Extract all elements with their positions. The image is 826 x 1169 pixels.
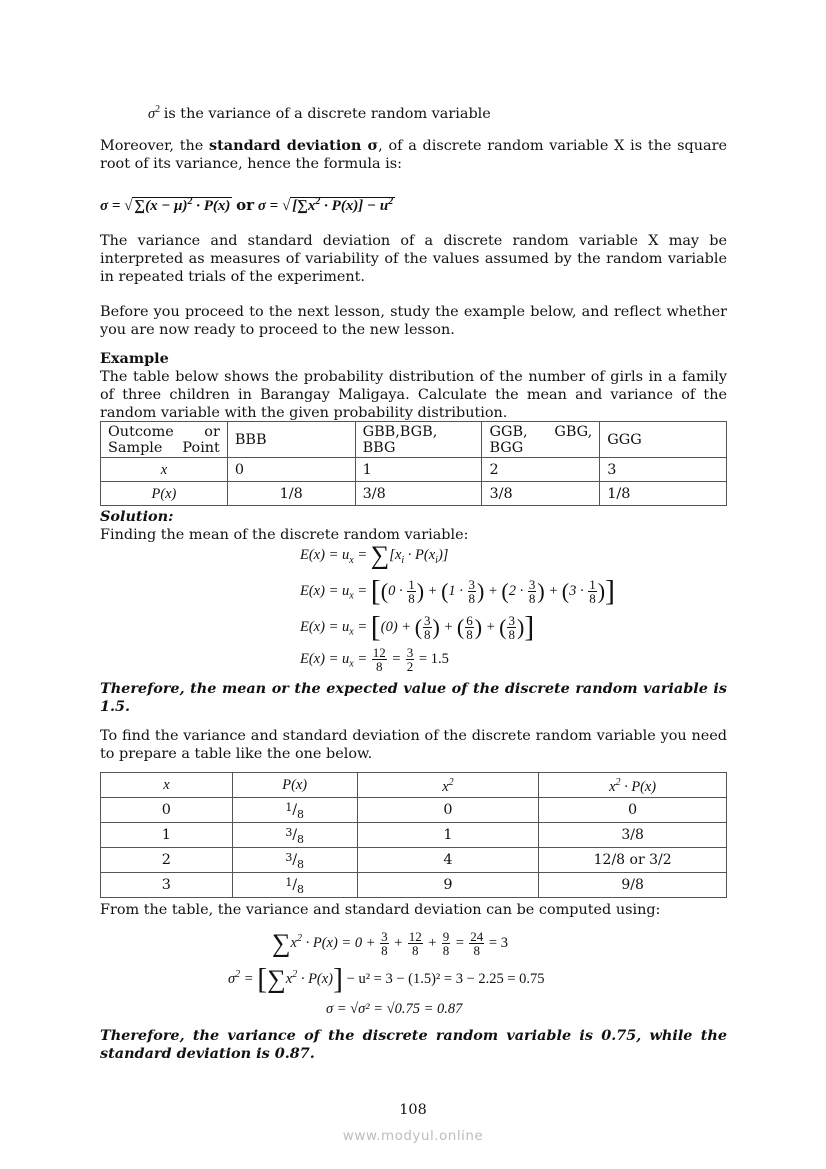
variance-table	[100, 772, 727, 898]
mean-equation-1: $E(x) = u_x = \sum[x_i \cdot P(x_i)]$	[300, 540, 449, 570]
variance-equation-3: σ = √σ² = √0.75 = 0.87	[326, 1001, 463, 1017]
table-cell: $^3/_8$	[232, 848, 357, 873]
table-cell: GGB, GBG, BGG	[482, 422, 600, 458]
table-row	[101, 458, 727, 482]
table-cell: 3	[101, 873, 233, 898]
table-cell: 1	[355, 458, 482, 482]
table-cell: BBB	[227, 422, 355, 458]
from-table-line: From the table, the variance and standard deviation can be computed using:	[100, 902, 661, 918]
table-cell: 3	[600, 458, 727, 482]
table-cell: 3/8	[482, 482, 600, 506]
table-header-cell: $x^2 \cdot P(x)$	[539, 773, 727, 798]
table-cell: $^3/_8$	[232, 823, 357, 848]
table-cell: 3/8	[355, 482, 482, 506]
table-header-row	[101, 773, 727, 798]
table-cell: 9/8	[539, 873, 727, 898]
table-cell: 2	[101, 848, 233, 873]
table-cell: 3/8	[539, 823, 727, 848]
table-cell: 12/8 or 3/2	[539, 848, 727, 873]
before-proceed-paragraph: Before you proceed to the next lesson, study the example below, and reflect whether you are now ready to proceed to the new lesson.	[100, 304, 727, 338]
example-paragraph: The table below shows the probability distribution of the number of girls in a family of three children in Barangay Maligaya. Calculate the mean and variance of the random variable with the given probability distribution.	[100, 369, 727, 421]
table-cell: GGG	[600, 422, 727, 458]
example-heading: Example	[100, 350, 169, 367]
variance-conclusion: Therefore, the variance of the discrete random variable is 0.75, while the standard deviation is 0.87.	[100, 1027, 727, 1062]
table-row	[101, 798, 727, 823]
table-row	[101, 422, 727, 458]
table-cell: GBB,BGB, BBG	[355, 422, 482, 458]
table-row	[101, 873, 727, 898]
table-cell: 0	[357, 798, 539, 823]
table-cell: Outcome or Sample Point	[101, 422, 228, 458]
table-cell: $^1/_8$	[232, 873, 357, 898]
solution-heading: Solution:	[100, 508, 174, 525]
mean-conclusion: Therefore, the mean or the expected value of the discrete random variable is 1.5.	[100, 680, 727, 715]
table-cell: $^1/_8$	[232, 798, 357, 823]
table-cell: 1/8	[227, 482, 355, 506]
page-number: 108	[399, 1102, 427, 1118]
table-cell: 0	[101, 798, 233, 823]
table-cell: 9	[357, 873, 539, 898]
mean-equation-2: $E(x) = u_x = [(0$ · $\frac{1}{8}$ ) + (1 · $\frac{3}{8}$ ) + (2 · $\frac{3}{8}$ ) + (3 · $\frac{1}{8}$ )]	[300, 574, 616, 608]
table-cell: 1	[357, 823, 539, 848]
table-row	[101, 482, 727, 506]
sd-formula: σ = √ $\sum(x - \mu)^2 \cdot P(x)$ or σ = √ $[\sum x^2 \cdot P(x)] - u^2$	[100, 196, 394, 214]
watermark: www.modyul.online	[342, 1128, 484, 1144]
interpretation-paragraph: The variance and standard deviation of a discrete random variable X may be interpreted as measures of variability of the values assumed by the random variable in repeated trials of the experiment.	[100, 233, 727, 285]
find-variance-paragraph: To find the variance and standard deviation of the discrete random variable you need to prepare a table like the one below.	[100, 728, 727, 762]
table-cell: 1/8	[600, 482, 727, 506]
table-cell: 0	[539, 798, 727, 823]
table-cell: 0	[227, 458, 355, 482]
variance-symbol-line: $\sigma^2$ is the variance of a discrete random variable	[148, 104, 491, 122]
sd-intro-paragraph: Moreover, the standard deviation σ, of a discrete random variable X is the square root of its variance, hence the formula is:	[100, 137, 727, 172]
sd-term: standard deviation σ	[209, 137, 379, 154]
variance-equation-2: $\sigma^2 = [\sum x^2 \cdot P(x)] - u^2 = 3 - (1.5)^2 = 3 - 2.25 = 0.75$	[228, 962, 545, 996]
table-cell: x	[101, 458, 228, 482]
table-cell: 4	[357, 848, 539, 873]
mean-equation-3: $E(x) = u_x = [(0)$ + ( $\frac{3}{8}$ ) + ( $\frac{6}{8}$ ) + ( $\frac{3}{8}$ )]	[300, 610, 535, 644]
table-header-cell: P(x)	[232, 773, 357, 798]
table-cell: 2	[482, 458, 600, 482]
finding-mean-line: Finding the mean of the discrete random variable:	[100, 527, 469, 543]
probability-distribution-table	[100, 421, 727, 506]
table-row	[101, 823, 727, 848]
table-header-cell: $x^2$	[357, 773, 539, 798]
mean-equation-4: $E(x) = u_x$ = $\frac{12}{8}$ = $\frac{3}{2}$ = 1.5	[300, 645, 449, 674]
table-row	[101, 848, 727, 873]
variance-equation-1: $\sum x^2 \cdot P(x) = 0$ + $\frac{3}{8}$ + $\frac{12}{8}$ + $\frac{9}{8}$ = $\frac{24}{8}$ = 3	[272, 928, 508, 958]
table-cell: P(x)	[101, 482, 228, 506]
table-cell: 1	[101, 823, 233, 848]
table-header-cell: x	[101, 773, 233, 798]
